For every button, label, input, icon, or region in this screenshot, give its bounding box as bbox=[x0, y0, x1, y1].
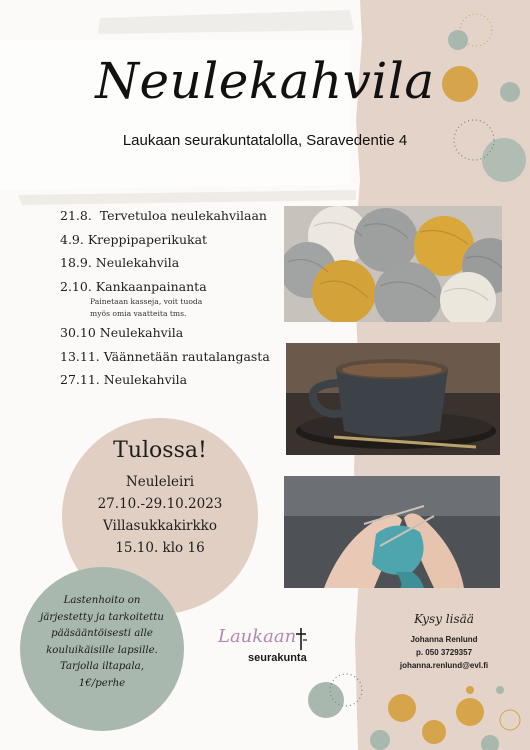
upcoming-line: Villasukkakirkko bbox=[103, 518, 217, 534]
schedule-date: 13.11. bbox=[60, 348, 100, 364]
schedule-item bbox=[60, 275, 300, 299]
schedule-item bbox=[60, 321, 300, 345]
upcoming-line: Neuleleiri bbox=[125, 474, 195, 490]
logo-bottom-text: seurakunta bbox=[248, 652, 307, 664]
contact-heading: Kysy lisää bbox=[414, 612, 474, 626]
coffee-cup-photo bbox=[286, 343, 500, 455]
schedule-event: Väännetään rautalangasta bbox=[103, 348, 270, 364]
childcare-text: Lastenhoito on järjestetty ja tarkoitettu pääsääntöisesti alle kouluikäisille lapsille. Tarjolla iltapala, 1€/perhe bbox=[40, 595, 164, 689]
schedule-event: Neulekahvila bbox=[103, 372, 188, 387]
knitting-hands-photo bbox=[284, 476, 500, 588]
childcare-circle bbox=[20, 567, 184, 731]
schedule-item bbox=[60, 345, 300, 369]
logo-top-text: Laukaan bbox=[218, 626, 297, 647]
schedule-event: Kankaanpainanta bbox=[95, 278, 207, 294]
schedule-date: 4.9. bbox=[60, 231, 84, 247]
schedule-item bbox=[60, 204, 300, 228]
schedule-event: Kreppipaperikukat bbox=[87, 231, 208, 247]
upcoming-heading: Tulossa! bbox=[113, 438, 207, 463]
schedule-date: 2.10. bbox=[60, 278, 92, 294]
schedule-date: 18.9. bbox=[60, 255, 92, 270]
schedule-date: 21.8. bbox=[60, 208, 92, 223]
contact-name: Johanna Renlund bbox=[410, 635, 478, 644]
schedule-item bbox=[60, 228, 300, 252]
church-logo bbox=[214, 626, 324, 672]
contact-phone: p. 050 3729357 bbox=[415, 648, 473, 657]
upcoming-line: 27.10.-29.10.2023 bbox=[97, 496, 223, 512]
schedule-list bbox=[60, 204, 300, 392]
contact-email[interactable]: johanna.renlund@evl.fi bbox=[399, 661, 489, 670]
schedule-event: Neulekahvila bbox=[95, 255, 180, 270]
schedule-event: Neulekahvila bbox=[99, 325, 184, 340]
schedule-item bbox=[60, 368, 300, 392]
poster-title: Neulekahvila bbox=[95, 52, 435, 110]
schedule-item bbox=[60, 251, 300, 275]
schedule-note: Painetaan kasseja, voit tuoda myös omia vaatteita tms. bbox=[90, 297, 203, 318]
yarn-photo bbox=[284, 206, 502, 322]
schedule-date: 30.10 bbox=[60, 325, 96, 340]
schedule-date: 27.11. bbox=[60, 372, 100, 387]
church-cross-icon bbox=[294, 628, 308, 650]
poster-subtitle: Laukaan seurakuntatalolla, Saravedentie 4 bbox=[122, 132, 408, 149]
schedule-event: Tervetuloa neulekahvilaan bbox=[99, 208, 267, 223]
contact-info bbox=[378, 612, 510, 672]
upcoming-line: 15.10. klo 16 bbox=[115, 540, 205, 556]
